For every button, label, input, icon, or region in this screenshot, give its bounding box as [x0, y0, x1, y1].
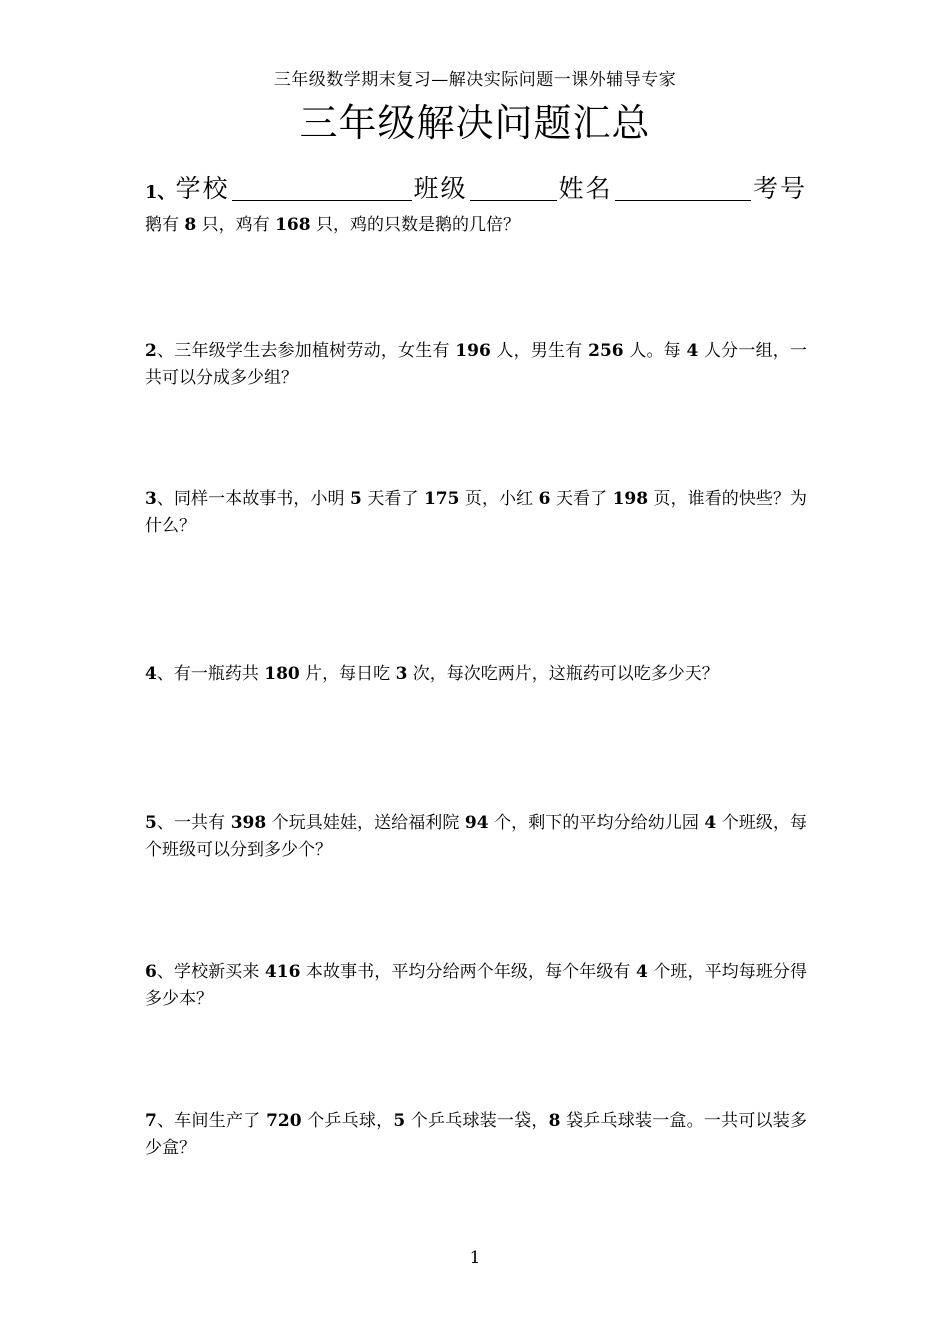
question-text: 鹅有 — [145, 215, 185, 235]
question-value: 256 — [588, 341, 624, 361]
question-1 — [145, 212, 807, 239]
question-3 — [145, 486, 807, 540]
question-text: 只，鸡有 — [196, 215, 276, 235]
school-label: 学校 — [175, 174, 230, 203]
page-header: 三年级数学期末复习—解决实际问题一课外辅导专家 — [273, 70, 677, 90]
question-text: 个玩具娃娃，送给福利院 — [266, 813, 465, 833]
question-text: 片，每日吃 — [299, 664, 396, 684]
question-text: 袋乒乓球装一盒。一共可以装多少盒？ — [145, 1111, 808, 1158]
question-5 — [145, 810, 807, 864]
question-value: 416 — [264, 962, 301, 982]
question-value: 3 — [395, 664, 408, 684]
question-text: 、车间生产了 — [156, 1111, 267, 1131]
question-text: 人，男生有 — [490, 341, 589, 361]
question-text: 、一共有 — [156, 813, 231, 833]
question-text: 天看了 — [361, 489, 424, 509]
question-text: 个乒乓球， — [301, 1111, 394, 1131]
question-text: 页，谁看的快些？为什么？ — [145, 489, 808, 536]
question-text: 人分一组，一共可以分成多少组？ — [145, 341, 808, 388]
question-value: 175 — [423, 489, 460, 509]
question-value: 196 — [455, 341, 491, 361]
question-4 — [145, 661, 807, 688]
question-value: 5 — [393, 1111, 406, 1131]
question-value: 6 — [538, 489, 551, 509]
question-7 — [145, 1108, 807, 1162]
question-number: 5 — [145, 813, 157, 833]
question-text: 个班，平均每班分得多少本？ — [145, 962, 808, 1009]
question-number: 3 — [145, 489, 157, 509]
question-text: 、三年级学生去参加植树劳动，女生有 — [156, 341, 456, 361]
question-value: 8 — [184, 215, 197, 235]
question-text: 、有一瓶药共 — [156, 664, 265, 684]
student-info-line — [145, 165, 807, 205]
page-number: 1 — [469, 1248, 481, 1268]
number-separator: 、 — [157, 182, 176, 203]
question-text: 、学校新买来 — [156, 962, 265, 982]
class-label: 班级 — [413, 174, 468, 203]
question-value: 4 — [636, 962, 648, 982]
question-text: 天看了 — [550, 489, 613, 509]
question-text: 个乒乓球装一袋， — [405, 1111, 549, 1131]
name-blank[interactable] — [615, 172, 751, 201]
question-text: 、同样一本故事书，小明 — [156, 489, 351, 509]
question-value: 180 — [264, 664, 300, 684]
question-number: 4 — [145, 664, 157, 684]
question-value: 5 — [350, 489, 362, 509]
class-blank[interactable] — [470, 172, 557, 201]
school-blank[interactable] — [232, 172, 412, 201]
question-value: 168 — [275, 215, 311, 235]
question-value: 398 — [230, 813, 267, 833]
question-2 — [145, 338, 807, 392]
question-number-1: 1 — [145, 182, 158, 203]
question-text: 个，剩下的平均分给幼儿园 — [488, 813, 705, 833]
question-text: 人。每 — [623, 341, 687, 361]
document-title: 三年级解决问题汇总 — [299, 101, 651, 145]
question-text: 个班级，每个班级可以分到多少个？ — [145, 813, 808, 860]
question-value: 720 — [266, 1111, 302, 1131]
question-6 — [145, 959, 807, 1013]
exam-number-label: 考号 — [753, 174, 808, 203]
question-value: 4 — [686, 341, 699, 361]
question-value: 8 — [548, 1111, 561, 1131]
question-value: 198 — [612, 489, 649, 509]
question-text: 本故事书，平均分给两个年级，每个年级有 — [300, 962, 636, 982]
question-value: 4 — [704, 813, 717, 833]
name-label: 姓名 — [558, 174, 613, 203]
question-text: 页，小红 — [459, 489, 539, 509]
question-number: 7 — [145, 1111, 157, 1131]
question-text: 只，鸡的只数是鹅的几倍？ — [310, 215, 520, 235]
question-number: 6 — [145, 962, 157, 982]
question-number: 2 — [145, 341, 157, 361]
question-value: 94 — [464, 813, 489, 833]
question-text: 次，每次吃两片，这瓶药可以吃多少天？ — [407, 664, 719, 684]
